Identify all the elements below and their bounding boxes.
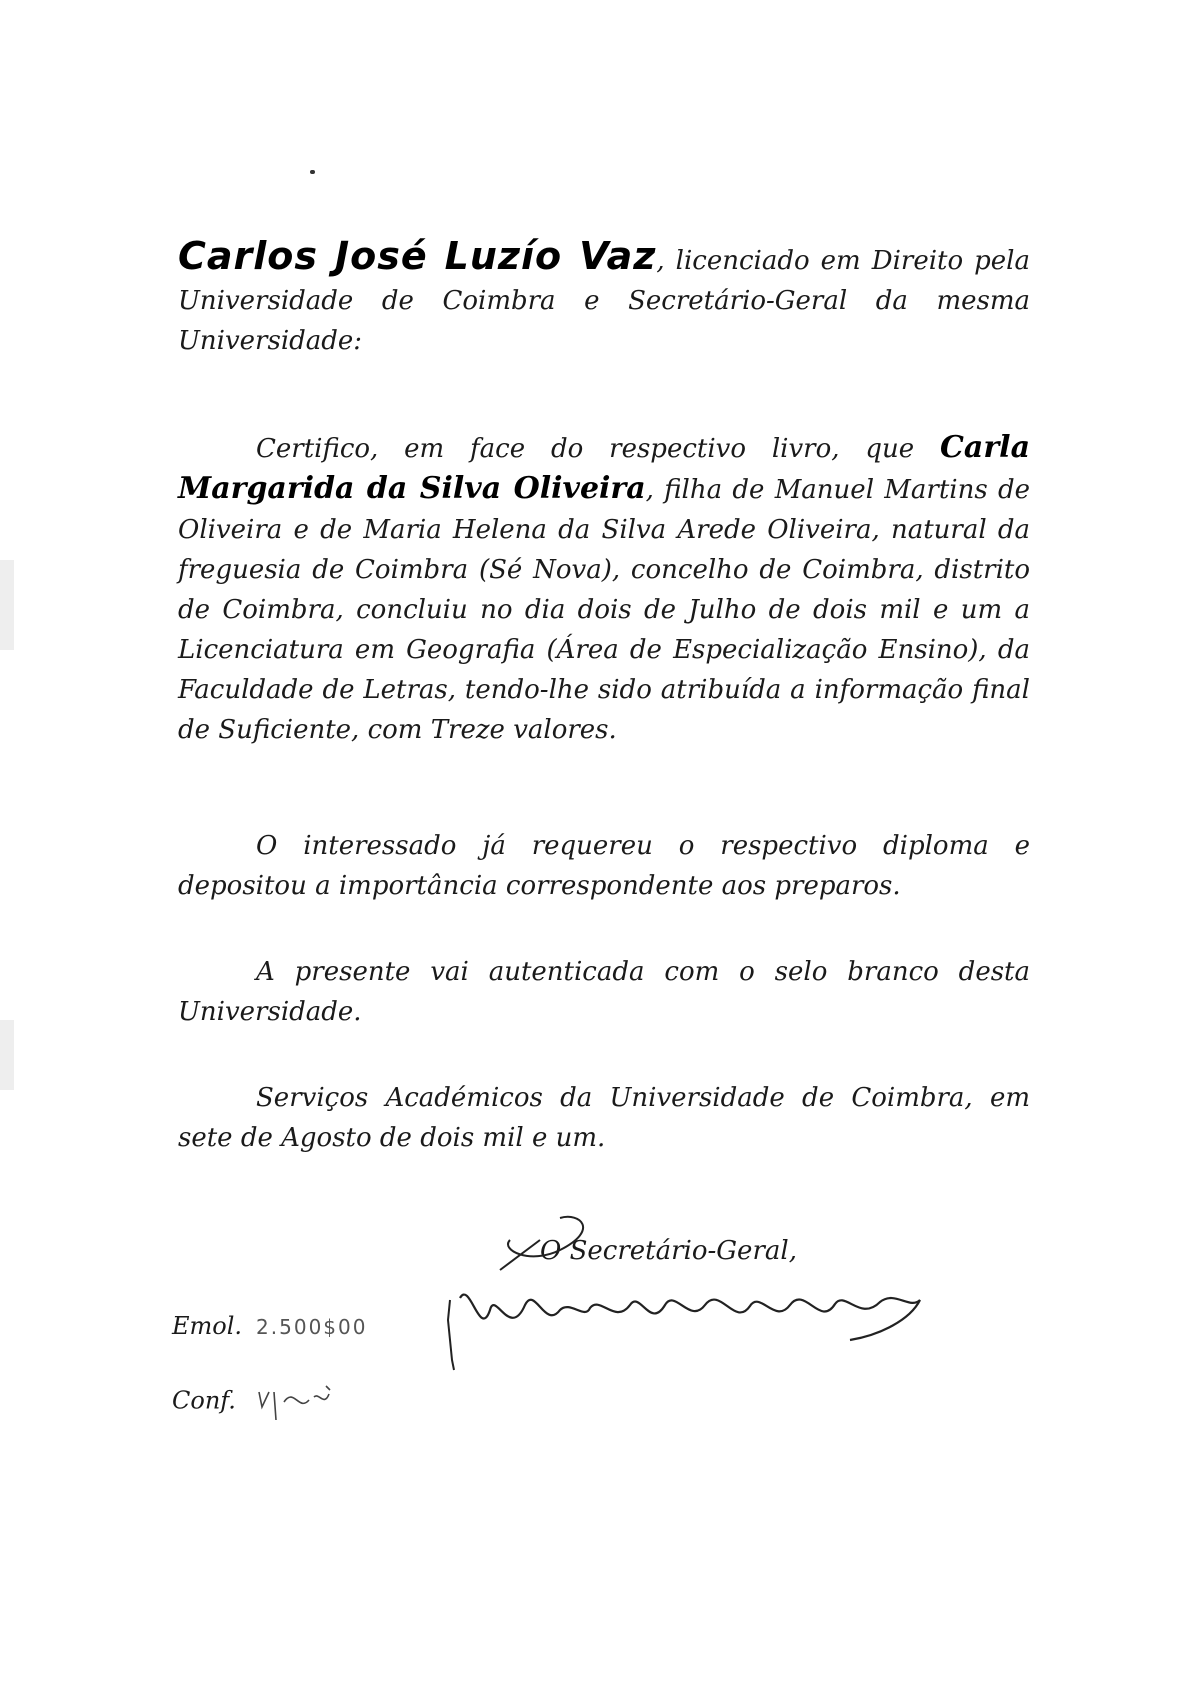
signatory-title: O Secretário-Geral,	[540, 1236, 797, 1266]
conference-label: Conf.	[172, 1386, 236, 1415]
place-date-text: Serviços Académicos da Universidade de Coimbra, em sete de Agosto de dois mil e um.	[178, 1083, 1030, 1153]
place-date-paragraph	[178, 1078, 1030, 1158]
diploma-paragraph	[178, 826, 1030, 906]
header-paragraph	[178, 236, 1030, 361]
seal-paragraph	[178, 952, 1030, 1032]
emolument-value: 2.500$00	[256, 1315, 368, 1339]
emolument-line	[172, 1312, 367, 1340]
student-name: Carla Margarida da Silva Oliveira	[178, 430, 1031, 506]
ink-dot	[310, 170, 315, 174]
header-text: , licenciado em Direito pela Universidade de Coimbra e Secretário-Geral da mesma Universidade:	[178, 246, 1030, 356]
emolument-label: Emol.	[172, 1312, 243, 1340]
conference-line	[172, 1382, 334, 1422]
scan-edge-mark	[0, 560, 14, 650]
certification-paragraph	[178, 428, 1030, 750]
secretary-name: Carlos José Luzío Vaz	[178, 234, 657, 278]
certification-intro: Certifico, em face do respectivo livro, que	[256, 434, 915, 464]
diploma-text: O interessado já requereu o respectivo diploma e depositou a importância correspondente aos preparos.	[178, 831, 1030, 901]
handwritten-initials	[254, 1382, 334, 1422]
seal-text: A presente vai autenticada com o selo branco desta Universidade.	[178, 957, 1030, 1027]
scan-edge-mark	[0, 1020, 14, 1090]
handwritten-signature	[440, 1210, 960, 1390]
certification-body: , filha de Manuel Martins de Oliveira e de Maria Helena da Silva Arede Oliveira, natural da freguesia de Coimbra (Sé Nova), concelho de Coimbra, distrito de Coimbra, concluiu no dia dois de Julho de dois mil e um a Licenciatura em Geografia (Área de Especialização Ensino), da Faculdade de Letras, tendo-lhe sido atribuída a informação final de Suficiente, com Treze valores.	[178, 475, 1030, 745]
